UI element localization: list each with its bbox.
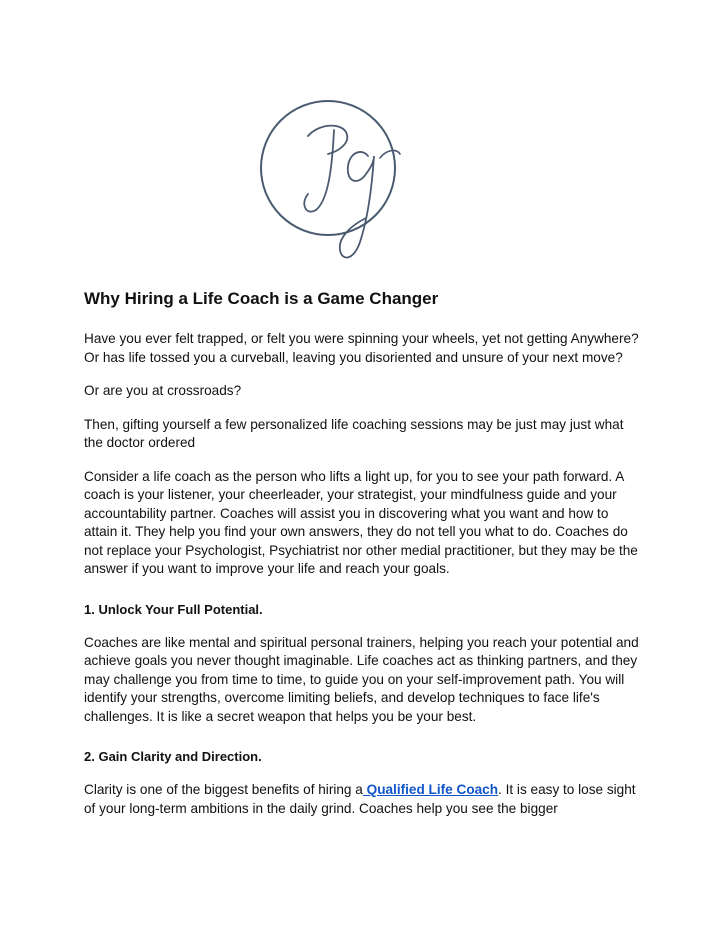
- logo-graphic: [250, 90, 410, 275]
- section-heading-clarity: 2. Gain Clarity and Direction.: [84, 749, 262, 764]
- article-title: Why Hiring a Life Coach is a Game Changer: [84, 289, 439, 308]
- crossroads-paragraph: Or are you at crossroads?: [84, 383, 242, 398]
- jg-monogram-logo: [250, 90, 410, 275]
- clarity-paragraph: [84, 781, 644, 818]
- potential-paragraph: Coaches are like mental and spiritual personal trainers, helping you reach your potential and achieve goals you never thought imaginable. Life coaches act as thinking partners, and they may challenge you from time to time, to guide you on your self-improvement path. You will identify your strengths, overcome limiting beliefs, and develop techniques to face life's challenges. It is like a secret weapon that helps you be your best.: [84, 634, 639, 724]
- section-heading-potential: 1. Unlock Your Full Potential.: [84, 601, 263, 617]
- qualified-life-coach-link[interactable]: Qualified Life Coach: [362, 782, 499, 797]
- gifting-paragraph: Then, gifting yourself a few personalized life coaching sessions may be just may just what the doctor ordered: [84, 416, 624, 450]
- intro-paragraph: Have you ever felt trapped, or felt you were spinning your wheels, yet not getting Anywhere? Or has life tossed you a curveball, leaving you disoriented and unsure of your next move?: [84, 331, 639, 365]
- clarity-text-end: . It is easy to lose sight of your long-term ambitions in the daily grind. Coaches help you see the bigger: [84, 782, 636, 816]
- coach-description-paragraph: Consider a life coach as the person who lifts a light up, for you to see your path forward. A coach is your listener, your cheerleader, your strategist, your mindfulness guide and your accountability partner. Coaches will assist you in discovering what you want and how to attain it. They help you find your own answers, they do not tell you what to do. Coaches do not replace your Psychologist, Psychiatrist nor other medial practitioner, but they may be the answer if you want to improve your life and reach your goals.: [84, 468, 638, 576]
- clarity-text-start: Clarity is one of the biggest benefits of hiring a: [84, 782, 363, 797]
- article: [84, 288, 644, 833]
